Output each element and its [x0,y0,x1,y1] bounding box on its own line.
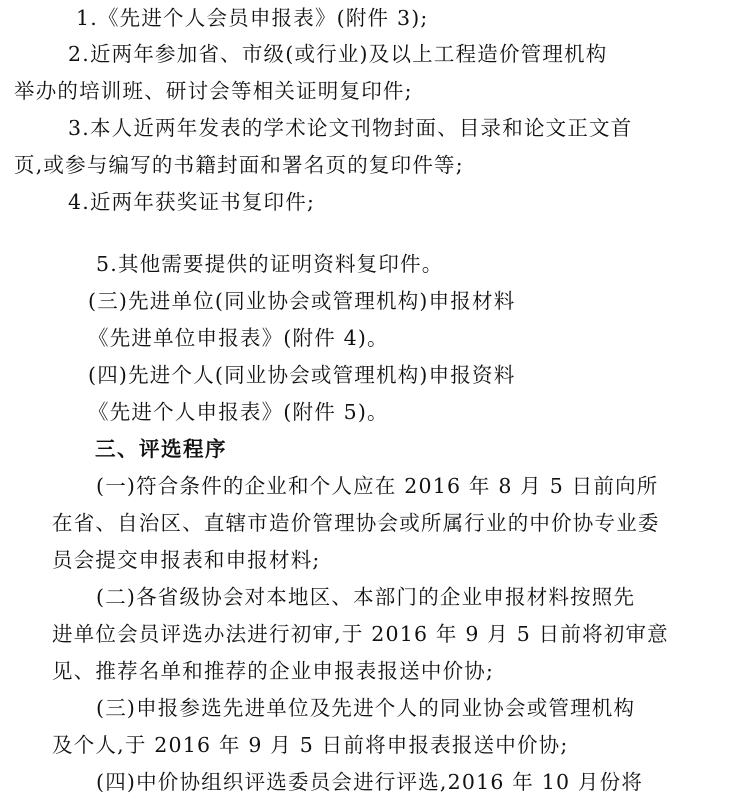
document-line-5: 页,或参与编写的书籍封面和署名页的复印件等; [14,153,464,177]
document-line-20: 及个人,于 2016 年 9 月 5 日前将申报表报送中价协; [52,733,569,757]
document-line-1: 1.《先进个人会员申报表》(附件 3); [76,6,429,30]
document-line-2: 2.近两年参加省、市级(或行业)及以上工程造价管理机构 [68,42,608,66]
document-line-14: 在省、自治区、直辖市造价管理协会或所属行业的中价协专业委 [52,511,660,535]
document-line-19: (三)申报参选先进单位及先进个人的同业协会或管理机构 [96,696,636,720]
document-line-18: 见、推荐名单和推荐的企业申报表报送中价协; [52,659,495,683]
document-line-11: 《先进个人申报表》(附件 5)。 [88,400,389,424]
document-line-3: 举办的培训班、研讨会等相关证明复印件; [14,79,413,103]
document-line-6: 4.近两年获奖证书复印件; [68,190,316,214]
document-line-8: (三)先进单位(同业协会或管理机构)申报材料 [88,289,516,313]
document-line-13: (一)符合条件的企业和个人应在 2016 年 8 月 5 日前向所 [96,474,659,498]
document-line-17: 进单位会员评选办法进行初审,于 2016 年 9 月 5 日前将初审意 [52,622,669,646]
document-line-15: 员会提交申报表和申报材料; [52,548,321,572]
section-heading: 三、评选程序 [95,437,227,461]
document-line-7: 5.其他需要提供的证明资料复印件。 [96,252,444,276]
document-line-4: 3.本人近两年发表的学术论文刊物封面、目录和论文正文首 [68,116,633,140]
document-line-9: 《先进单位申报表》(附件 4)。 [88,326,389,350]
document-line-16: (二)各省级协会对本地区、本部门的企业申报材料按照先 [96,585,636,609]
document-line-10: (四)先进个人(同业协会或管理机构)申报资料 [88,363,516,387]
document-line-21: (四)中价协组织评选委员会进行评选,2016 年 10 月份将 [96,770,644,794]
